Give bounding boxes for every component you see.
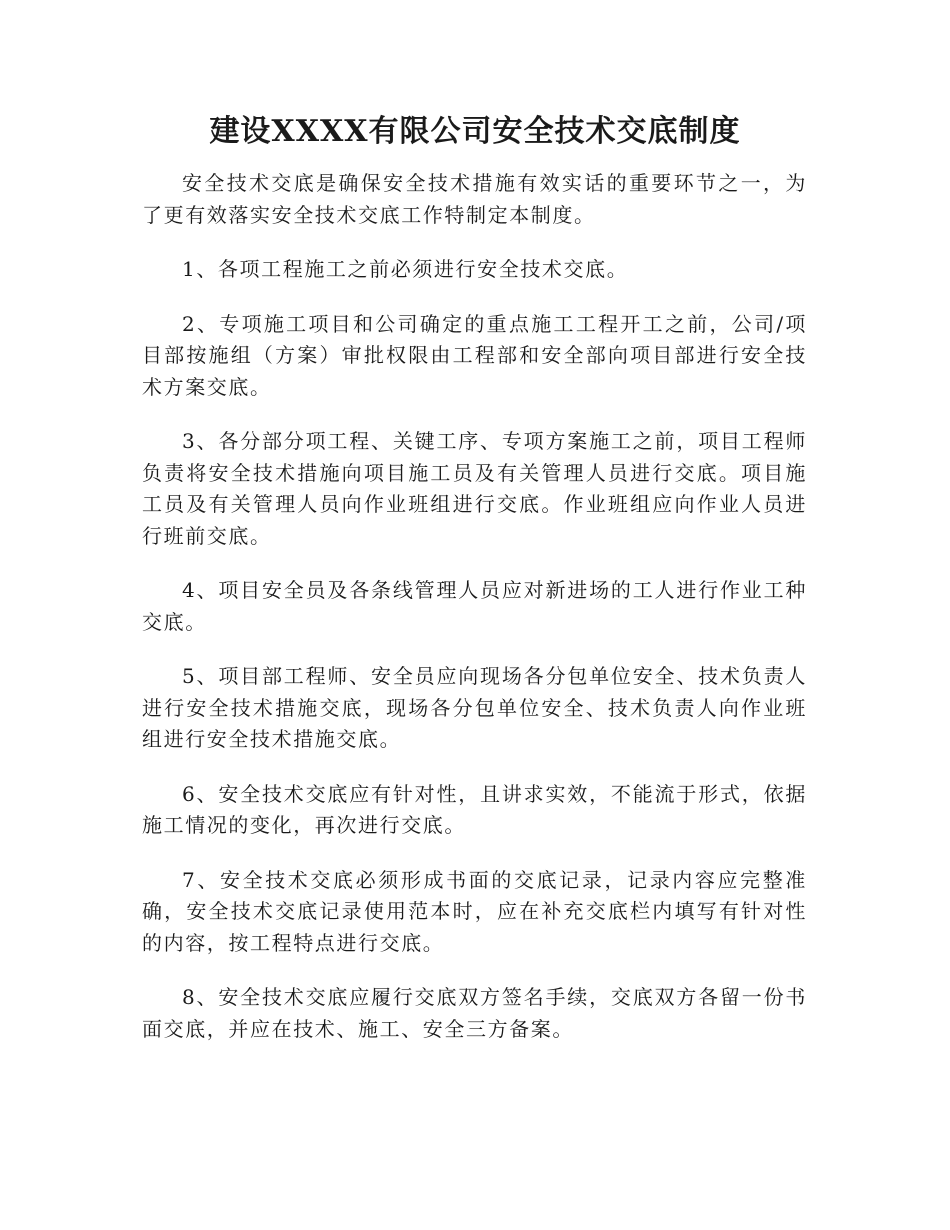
document-body	[142, 168, 807, 1068]
rule-3-paragraph: 3、各分部分项工程、关键工序、专项方案施工之前，项目工程师负责将安全技术措施向项目施工员及有关管理人员进行交底。项目施工员及有关管理人员向作业班组进行交底。作业班组应向作业人员进行班前交底。	[142, 429, 807, 548]
rule-4-paragraph: 4、项目安全员及各条线管理人员应对新进场的工人进行作业工种交底。	[142, 578, 807, 634]
rule-8-paragraph: 8、安全技术交底应履行交底双方签名手续，交底双方各留一份书面交底，并应在技术、施工、安全三方备案。	[142, 985, 807, 1041]
intro-paragraph: 安全技术交底是确保安全技术措施有效实话的重要环节之一，为了更有效落实安全技术交底工作特制定本制度。	[142, 171, 807, 227]
rule-6-paragraph: 6、安全技术交底应有针对性，且讲求实效，不能流于形式，依据施工情况的变化，再次进行交底。	[142, 781, 807, 837]
rule-5-paragraph: 5、项目部工程师、安全员应向现场各分包单位安全、技术负责人进行安全技术措施交底，现场各分包单位安全、技术负责人向作业班组进行安全技术措施交底。	[142, 664, 807, 751]
rule-7-paragraph: 7、安全技术交底必须形成书面的交底记录，记录内容应完整准确，安全技术交底记录使用范本时，应在补充交底栏内填写有针对性的内容，按工程特点进行交底。	[142, 867, 807, 955]
rule-2-paragraph: 2、专项施工项目和公司确定的重点施工工程开工之前，公司/项目部按施组（方案）审批权限由工程部和安全部向项目部进行安全技术方案交底。	[142, 311, 807, 399]
document-title: 建设XXXX有限公司安全技术交底制度	[209, 114, 741, 149]
rule-1-paragraph: 1、各项工程施工之前必须进行安全技术交底。	[182, 257, 629, 281]
